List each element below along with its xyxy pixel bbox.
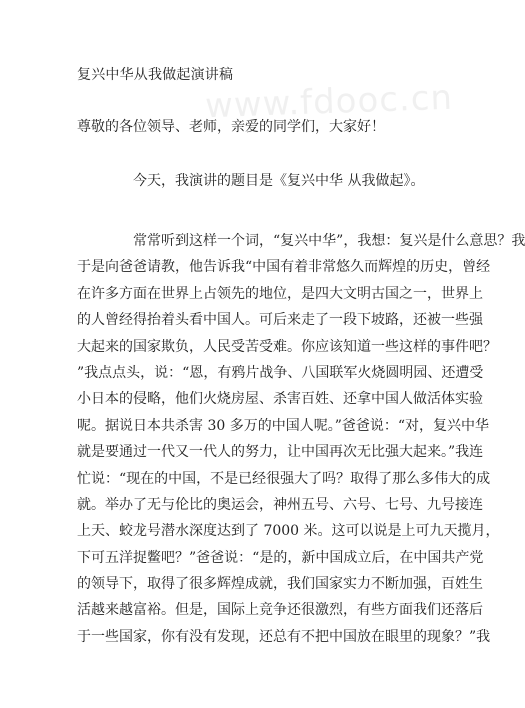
body-line: 忙说：“现在的中国，不是已经很强大了吗？取得了那么多伟大的成 [77, 470, 491, 487]
body-line: 呢。据说日本共杀害 30 多万的中国人呢。”爸爸说：“对，复兴中华 [77, 417, 490, 434]
body-paragraph [77, 228, 525, 650]
body-line: 于是向爸爸请教，他告诉我“中国有着非常悠久而辉煌的历史，曾经 [77, 259, 491, 276]
body-line: 大起来的国家欺负，人民受苦受难。你应该知道一些这样的事件吧？ [77, 338, 497, 355]
body-line: 的领导下，取得了很多辉煌成就，我们国家实力不断加强，百姓生 [77, 576, 483, 593]
document-title: 复兴中华从我做起演讲稿 [77, 67, 234, 83]
body-line: 于一些国家，你有没有发现，还总有不把中国放在眼里的现象？”我 [77, 628, 491, 645]
body-line: 就。举办了无与伦比的奥运会，神州五号、六号、七号、九号接连 [77, 496, 483, 513]
body-line: 下可五洋捉鳖吧？”爸爸说：“是的，新中国成立后，在中国共产党 [77, 549, 484, 566]
body-line: 在许多方面在世界上占领先的地位，是四大文明古国之一，世界上 [77, 285, 483, 302]
body-line: 常常听到这样一个词，“复兴中华”，我想：复兴是什么意思？我 [133, 233, 525, 249]
watermark-text: www.fdooc.cn [204, 77, 454, 127]
body-line: 上天、蛟龙号潜水深度达到了 7000 米。这可以说是上可九天揽月， [77, 523, 500, 540]
body-line: ”我点点头，说：“恩，有鸦片战争、八国联军火烧圆明园、还遭受 [77, 364, 484, 381]
body-line: 的人曾经得抬着头看中国人。可后来走了一段下坡路，还被一些强 [77, 312, 483, 329]
body-line: 活越来越富裕。但是，国际上竞争还很激烈，有些方面我们还落后 [77, 602, 483, 619]
intro-line: 今天，我演讲的题目是《复兴中华 从我做起》。 [133, 173, 425, 189]
body-line: 小日本的侵略，他们火烧房屋、杀害百姓、还拿中国人做活体实验 [77, 391, 483, 408]
body-line: 就是要通过一代又一代人的努力，让中国再次无比强大起来。”我连 [77, 444, 484, 461]
greeting-line: 尊敬的各位领导、老师，亲爱的同学们，大家好！ [77, 119, 385, 135]
